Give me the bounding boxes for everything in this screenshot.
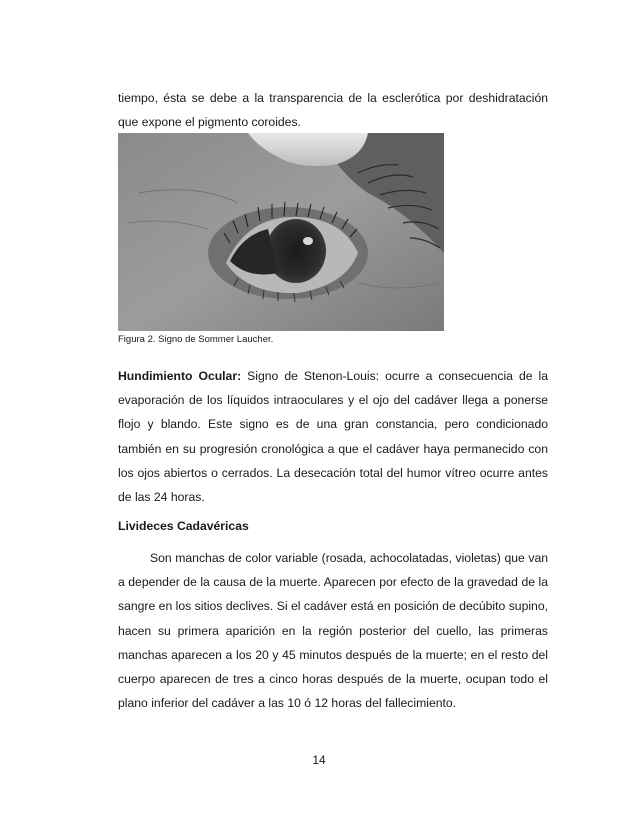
ocular-text: Signo de Stenon-Louis: ocurre a consecuencia de la evaporación de los líquidos intraoculares y el ojo del cadáver llega a ponerse flojo y blando. Este signo es de una gran constancia, pero condicionado también en su progresión cronológica a que el cadáver haya permanecido con los ojos abiertos o cerrados. La desecación total del humor vítreo ocurre antes de las 24 horas. bbox=[118, 369, 548, 505]
livideces-paragraph: Son manchas de color variable (rosada, achocolatadas, violetas) que van a depender de la causa de la muerte. Aparecen por efecto de la gravedad de la sangre en los sitios declives. Si el cadáver está en posición de decúbito supino, hacen su primera aparición en la región posterior del cuello, las primeras manchas aparecen a los 20 y 45 minutos después de la muerte; en el resto del cuerpo aparecen de tres a cinco horas después de la muerte, ocupan todo el plano inferior del cadáver a las 10 ó 12 horas del fallecimiento. bbox=[118, 551, 548, 711]
page-number: 14 bbox=[312, 753, 326, 767]
intro-paragraph: tiempo, ésta se debe a la transparencia de la esclerótica por deshidratación que expone el pigmento coroides. bbox=[118, 91, 548, 130]
figure-caption: Figura 2. Signo de Sommer Laucher. bbox=[118, 334, 274, 345]
eye-photo bbox=[118, 133, 444, 331]
eye-photo-icon bbox=[118, 133, 444, 331]
ocular-lead: Hundimiento Ocular: bbox=[118, 369, 242, 383]
livideces-heading: Livideces Cadavéricas bbox=[118, 519, 249, 533]
ocular-paragraph bbox=[118, 364, 548, 509]
